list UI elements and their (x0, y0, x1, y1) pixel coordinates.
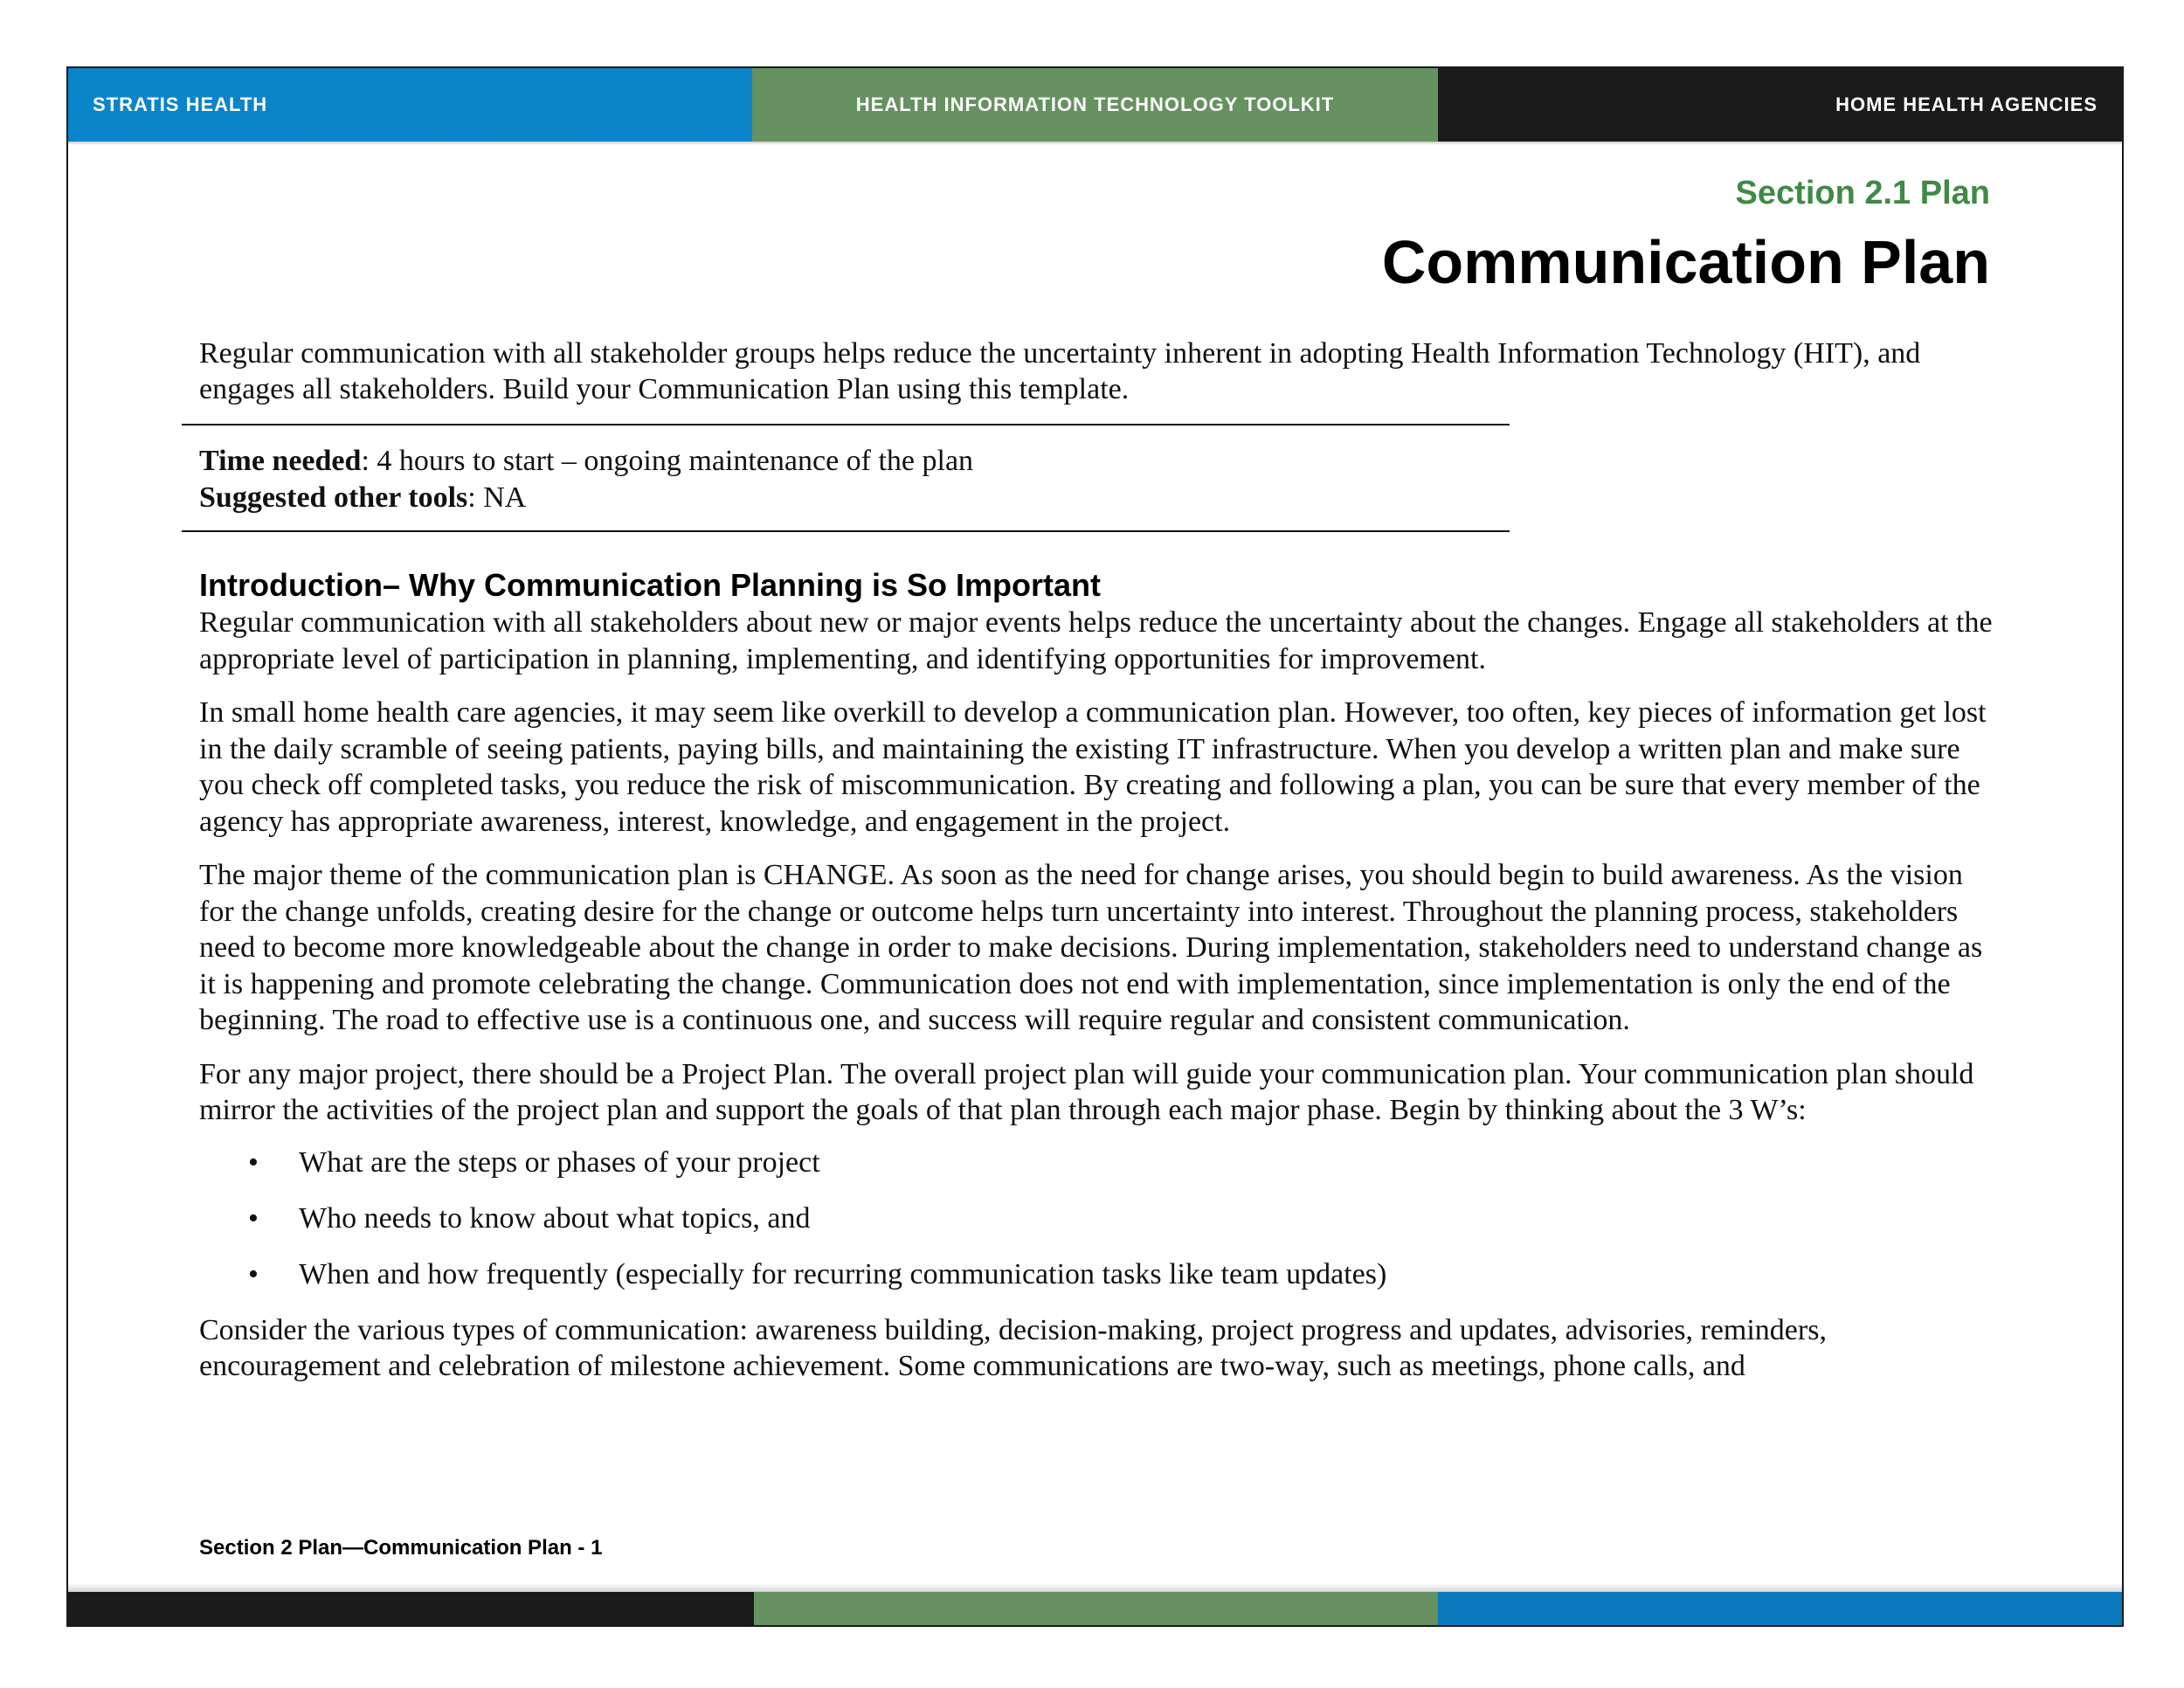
other-tools-line (199, 480, 1510, 516)
page-footer-label: Section 2 Plan—Communication Plan - 1 (199, 1536, 603, 1560)
footer-band-black (68, 1592, 754, 1625)
paragraph: Regular communication with all stakeholders about new or major events helps reduce the uncertainty about the changes. Engage all stakeholders at the appropriate level of participation in planning, implementing, and identifying opportunities for improvement. (199, 606, 1993, 675)
list-item (199, 1256, 1999, 1293)
list-item-text: What are the steps or phases of your project (299, 1145, 820, 1179)
header-band (68, 68, 2122, 142)
list-item (199, 1200, 1999, 1237)
header-shadow (68, 142, 2122, 145)
other-tools-value: : NA (467, 481, 527, 514)
list-item (199, 1145, 1999, 1181)
paragraph: For any major project, there should be a Project Plan. The overall project plan will guide your communication plan. Your communication plan should mirror the activities of the project plan and support the goals of that plan through each major phase. Begin by thinking about the 3 W’s: (199, 1057, 1974, 1126)
bullet-icon: • (248, 1201, 259, 1235)
list-item-text: Who needs to know about what topics, and (299, 1201, 811, 1235)
other-tools-label: Suggested other tools (199, 481, 468, 514)
section-heading: Introduction– Why Communication Planning is So Important (199, 567, 1101, 603)
header-audience: HOME HEALTH AGENCIES (1438, 68, 2122, 142)
time-needed-label: Time needed (199, 445, 362, 477)
list-item-text: When and how frequently (especially for recurring communication tasks like team updates) (299, 1257, 1387, 1290)
time-needed-line (199, 443, 1510, 480)
header-toolkit-title: HEALTH INFORMATION TECHNOLOGY TOOLKIT (752, 68, 1438, 142)
paragraph: In small home health care agencies, it may seem like overkill to develop a communication plan. However, too often, key pieces of information get lost in the daily scramble of seeing patients, paying bills, and maintaining the existing IT infrastructure. When you develop a written plan and make sure you check off completed tasks, you reduce the risk of miscommunication. By creating and following a plan, you can be sure that every member of the agency has appropriate awareness, interest, knowledge, and engagement in the project. (199, 696, 1987, 838)
page-title: Communication Plan (1381, 228, 1990, 296)
paragraph: Consider the various types of communication: awareness building, decision-making, project progress and updates, advisories, reminders, encouragement and celebration of milestone achievement. Some communications are two-way, such as meetings, phone calls, and (199, 1313, 1827, 1382)
paragraph: The major theme of the communication plan is CHANGE. As soon as the need for change arises, you should begin to build awareness. As the vision for the change unfolds, creating desire for the change or outcome helps turn uncertainty into interest. Throughout the planning process, stakeholders need to become more knowledgeable about the change in order to make decisions. During implementation, stakeholders need to understand change as it is happening and promote celebrating the change. Communication does not end with implementation, since implementation is only the end of the beginning. The road to effective use is a continuous one, and success will require regular and consistent communication. (199, 859, 1983, 1036)
bullet-icon: • (248, 1145, 259, 1179)
footer-shadow (68, 1583, 2122, 1592)
header-organization: STRATIS HEALTH (68, 68, 752, 142)
info-box (182, 424, 1510, 532)
intro-paragraph: Regular communication with all stakeholder groups helps reduce the uncertainty inherent in adopting Health Information Technology (HIT), and engages all stakeholders. Build your Communication Plan using this template. (199, 337, 1921, 405)
bullet-list (199, 1145, 1999, 1293)
time-needed-value: : 4 hours to start – ongoing maintenance of the plan (361, 445, 974, 477)
footer-band-blue (1438, 1592, 2122, 1625)
section-label: Section 2.1 Plan (1735, 175, 1990, 211)
bullet-icon: • (248, 1257, 259, 1290)
footer-band-green (754, 1592, 1438, 1625)
body-text (199, 605, 1999, 1402)
footer-band (68, 1592, 2122, 1625)
